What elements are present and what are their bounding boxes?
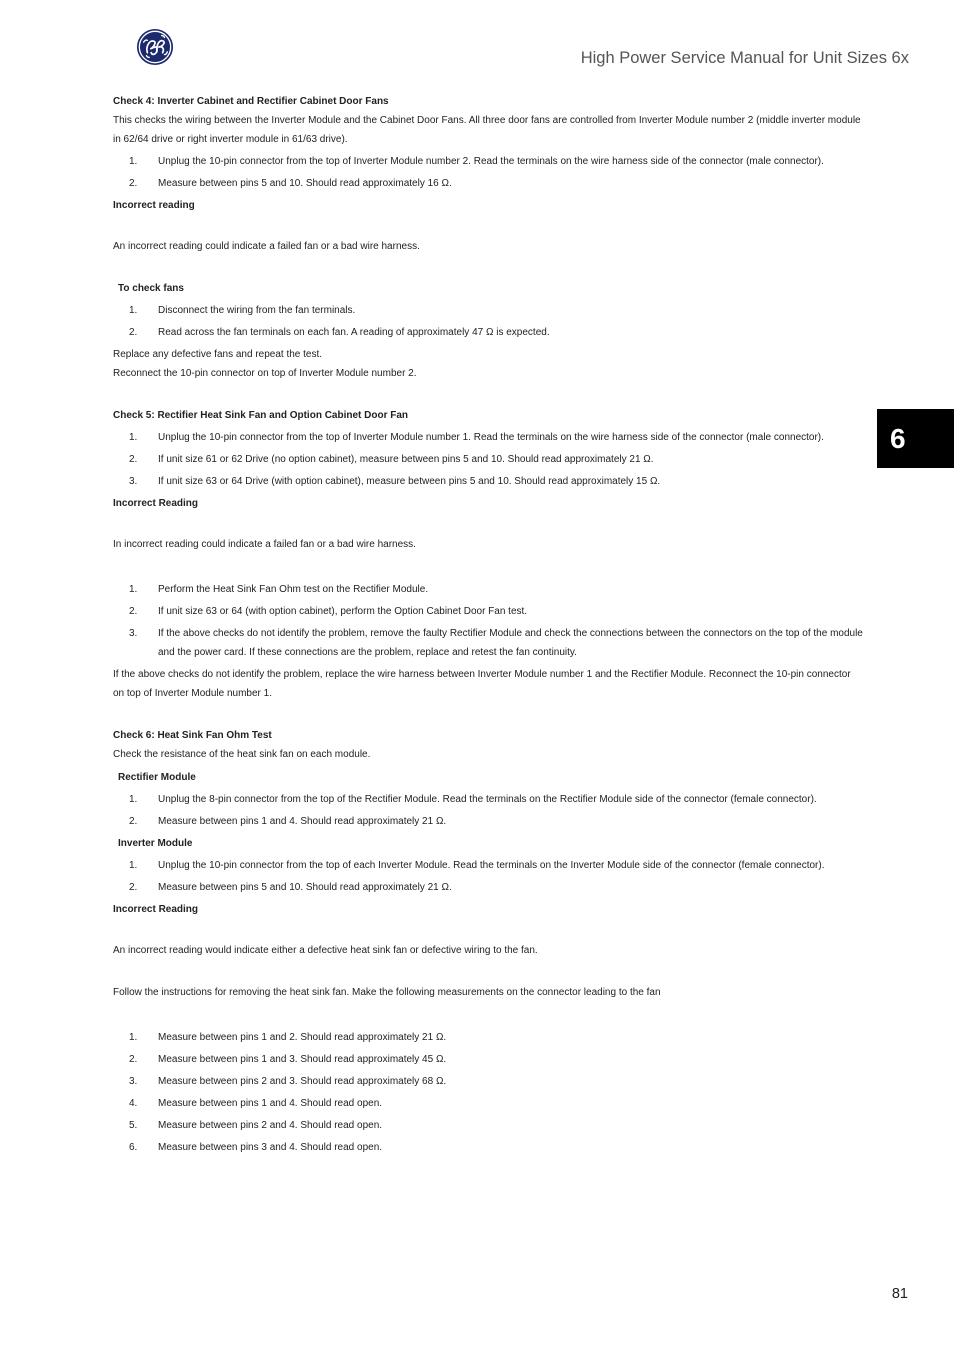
list-text: Measure between pins 5 and 10. Should read approximately 21 Ω.: [158, 882, 452, 893]
list-number: 2.: [129, 327, 138, 338]
check4-fans-steps: [113, 301, 863, 342]
check6-inverter-heading: Inverter Module: [118, 838, 193, 849]
list-number: 3.: [129, 1076, 138, 1087]
list-number: 4.: [129, 1098, 138, 1109]
list-number: 2.: [129, 882, 138, 893]
list-number: 1.: [129, 794, 138, 805]
list-number: 3.: [129, 476, 138, 487]
header-title: High Power Service Manual for Unit Sizes 6x: [580, 49, 909, 67]
check5-incorrect-heading: Incorrect Reading: [113, 498, 199, 509]
list-item: [113, 1138, 863, 1157]
list-item: [113, 1050, 863, 1069]
list-number: 1.: [129, 156, 138, 167]
list-number: 5.: [129, 1120, 138, 1131]
list-text: Measure between pins 1 and 3. Should read approximately 45 Ω.: [158, 1054, 447, 1065]
check4-steps: [113, 152, 863, 193]
check6-rectifier-steps: [113, 790, 863, 831]
list-item: [113, 580, 863, 599]
list-text: Unplug the 10-pin connector from the top of Inverter Module number 2. Read the terminals on the wire harness side of the connector (male connector).: [158, 156, 824, 167]
list-number: 3.: [129, 628, 138, 639]
list-text: Unplug the 8-pin connector from the top of the Rectifier Module. Read the terminals on the Rectifier Module side of the connector (female connector).: [158, 794, 817, 805]
check6-follow-text: Follow the instructions for removing the heat sink fan. Make the following measurements on the connector leading to the fan: [113, 987, 661, 998]
list-text: If unit size 61 or 62 Drive (no option cabinet), measure between pins 5 and 10. Should read approximately 21 Ω.: [158, 454, 654, 465]
list-item: [113, 812, 863, 831]
list-text: If the above checks do not identify the problem, remove the faulty Rectifier Module and check the connections between the connectors on the top of the module and the power card. If these connections are the problem, replace and retest the fan continuity.: [158, 628, 863, 658]
check4-incorrect-heading: Incorrect reading: [113, 200, 195, 211]
list-item: [113, 1116, 863, 1135]
list-number: 2.: [129, 1054, 138, 1065]
list-item: [113, 428, 863, 447]
page-content: [113, 92, 863, 1160]
list-text: Unplug the 10-pin connector from the top of each Inverter Module. Read the terminals on the Inverter Module side of the connector (female connector).: [158, 860, 825, 871]
list-text: Measure between pins 2 and 4. Should read open.: [158, 1120, 383, 1131]
list-number: 1.: [129, 584, 138, 595]
check6-heading: Check 6: Heat Sink Fan Ohm Test: [113, 730, 272, 741]
list-text: Measure between pins 1 and 4. Should read open.: [158, 1098, 383, 1109]
list-item: [113, 1028, 863, 1047]
list-item: [113, 450, 863, 469]
list-item: [113, 472, 863, 491]
list-item: [113, 1072, 863, 1091]
check6-intro: Check the resistance of the heat sink fan on each module.: [113, 749, 371, 760]
ge-logo-icon: [136, 28, 174, 66]
list-item: [113, 174, 863, 193]
list-text: Measure between pins 2 and 3. Should read approximately 68 Ω.: [158, 1076, 447, 1087]
check5-steps2: [113, 580, 863, 662]
check5-closing: If the above checks do not identify the problem, replace the wire harness between Inverter Module number 1 and the Rectifier Module. Reconnect the 10-pin connector on top of Inverter Module number 1.: [113, 669, 851, 699]
list-item: [113, 152, 863, 171]
list-item: [113, 878, 863, 897]
page-number: 81: [891, 1286, 908, 1302]
list-text: Perform the Heat Sink Fan Ohm test on the Rectifier Module.: [158, 584, 429, 595]
check4-after-1: Replace any defective fans and repeat the test.: [113, 349, 323, 360]
list-item: [113, 301, 863, 320]
check5-heading: Check 5: Rectifier Heat Sink Fan and Option Cabinet Door Fan: [113, 410, 409, 421]
list-item: [113, 323, 863, 342]
chapter-tab: [877, 409, 954, 468]
check6-incorrect-text: An incorrect reading would indicate either a defective heat sink fan or defective wiring to the fan.: [113, 945, 538, 956]
check4-after-2: Reconnect the 10-pin connector on top of Inverter Module number 2.: [113, 368, 417, 379]
check6-inverter-steps: [113, 856, 863, 897]
list-item: [113, 790, 863, 809]
list-number: 2.: [129, 816, 138, 827]
list-number: 1.: [129, 305, 138, 316]
list-text: Measure between pins 1 and 2. Should read approximately 21 Ω.: [158, 1032, 447, 1043]
list-number: 2.: [129, 178, 138, 189]
list-item: [113, 602, 863, 621]
list-text: Unplug the 10-pin connector from the top of Inverter Module number 1. Read the terminals on the wire harness side of the connector (male connector).: [158, 432, 824, 443]
check6-measure-steps: [113, 1028, 863, 1157]
chapter-number: 6: [890, 422, 906, 454]
list-text: Read across the fan terminals on each fan. A reading of approximately 47 Ω is expected.: [158, 327, 550, 338]
check6-rectifier-heading: Rectifier Module: [118, 772, 196, 783]
list-item: [113, 856, 863, 875]
list-number: 2.: [129, 454, 138, 465]
check4-intro: This checks the wiring between the Inverter Module and the Cabinet Door Fans. All three door fans are controlled from Inverter Module number 2 (middle inverter module in 62/64 drive or right inverter module in 61/63 drive).: [113, 115, 861, 145]
list-text: Measure between pins 5 and 10. Should read approximately 16 Ω.: [158, 178, 452, 189]
list-number: 1.: [129, 432, 138, 443]
check4-incorrect-text: An incorrect reading could indicate a failed fan or a bad wire harness.: [113, 241, 420, 252]
check4-heading: Check 4: Inverter Cabinet and Rectifier Cabinet Door Fans: [113, 96, 389, 107]
list-number: 1.: [129, 860, 138, 871]
list-item: [113, 624, 863, 662]
list-item: [113, 1094, 863, 1113]
list-text: Measure between pins 1 and 4. Should read approximately 21 Ω.: [158, 816, 447, 827]
check5-incorrect-text: In incorrect reading could indicate a failed fan or a bad wire harness.: [113, 539, 416, 550]
list-text: Disconnect the wiring from the fan terminals.: [158, 305, 356, 316]
list-number: 2.: [129, 606, 138, 617]
check5-steps: [113, 428, 863, 491]
list-text: Measure between pins 3 and 4. Should read open.: [158, 1142, 383, 1153]
list-text: If unit size 63 or 64 (with option cabinet), perform the Option Cabinet Door Fan test.: [158, 606, 528, 617]
list-number: 1.: [129, 1032, 138, 1043]
list-text: If unit size 63 or 64 Drive (with option cabinet), measure between pins 5 and 10. Should read approximately 15 Ω.: [158, 476, 661, 487]
check4-fans-heading: To check fans: [118, 283, 184, 294]
list-number: 6.: [129, 1142, 138, 1153]
check6-incorrect-heading: Incorrect Reading: [113, 904, 199, 915]
